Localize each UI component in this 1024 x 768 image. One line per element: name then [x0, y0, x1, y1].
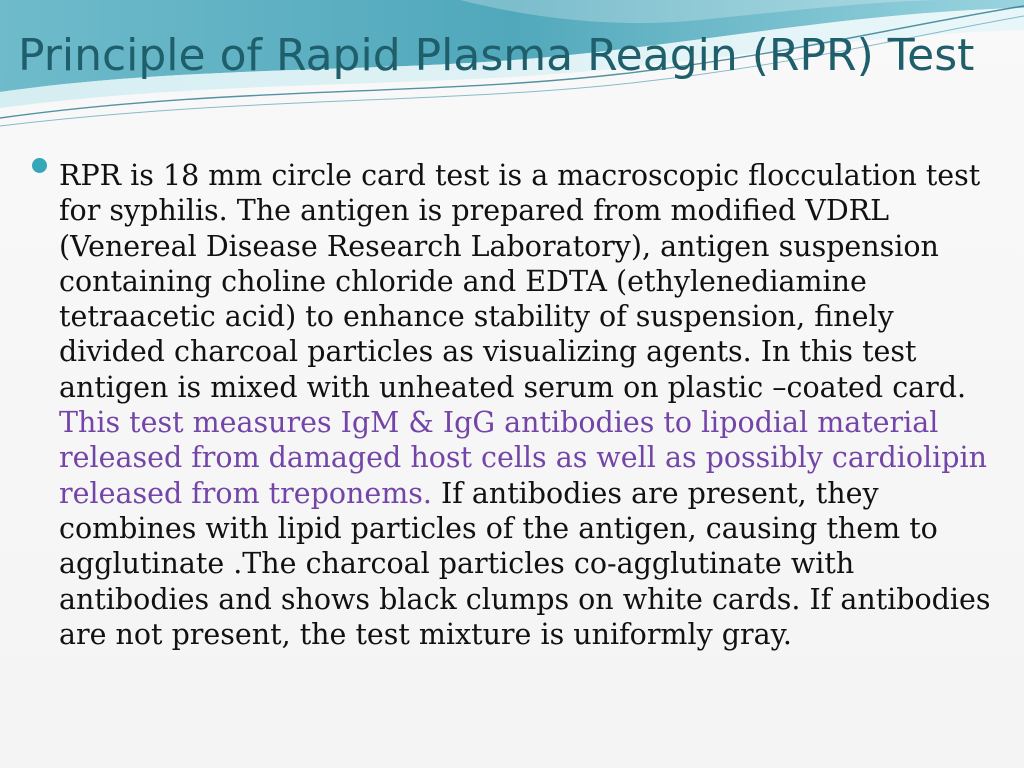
bullet-text-part1: RPR is 18 mm circle card test is a macroscopic flocculation test for syphilis. The antigen is prepared from modified VDRL (Venereal Disease Research Laboratory), antigen suspension containing choline chloride and EDTA (ethylenediamine tetraacetic acid) to enhance stability of suspension, finely divided charcoal particles as visualizing agents. In this test antigen is mixed with unheated serum on plastic –coated card.	[59, 159, 981, 404]
slide-title: Principle of Rapid Plasma Reagin (RPR) Test	[18, 30, 975, 81]
bullet-text-highlight: This test measures IgM & IgG antibodies to lipodial material released from damaged host cells as well as possibly cardiolipin released from treponems.	[59, 406, 987, 510]
bullet-text-part2: If antibodies are present, they combines with lipid particles of the antigen, causing them to agglutinate .The charcoal particles co-agglutinate with antibodies and shows black clumps on white cards. If antibodies are not present, the test mixture is uniformly gray.	[59, 476, 991, 651]
bullet-text	[59, 158, 994, 652]
bullet-dot-icon	[32, 158, 47, 173]
